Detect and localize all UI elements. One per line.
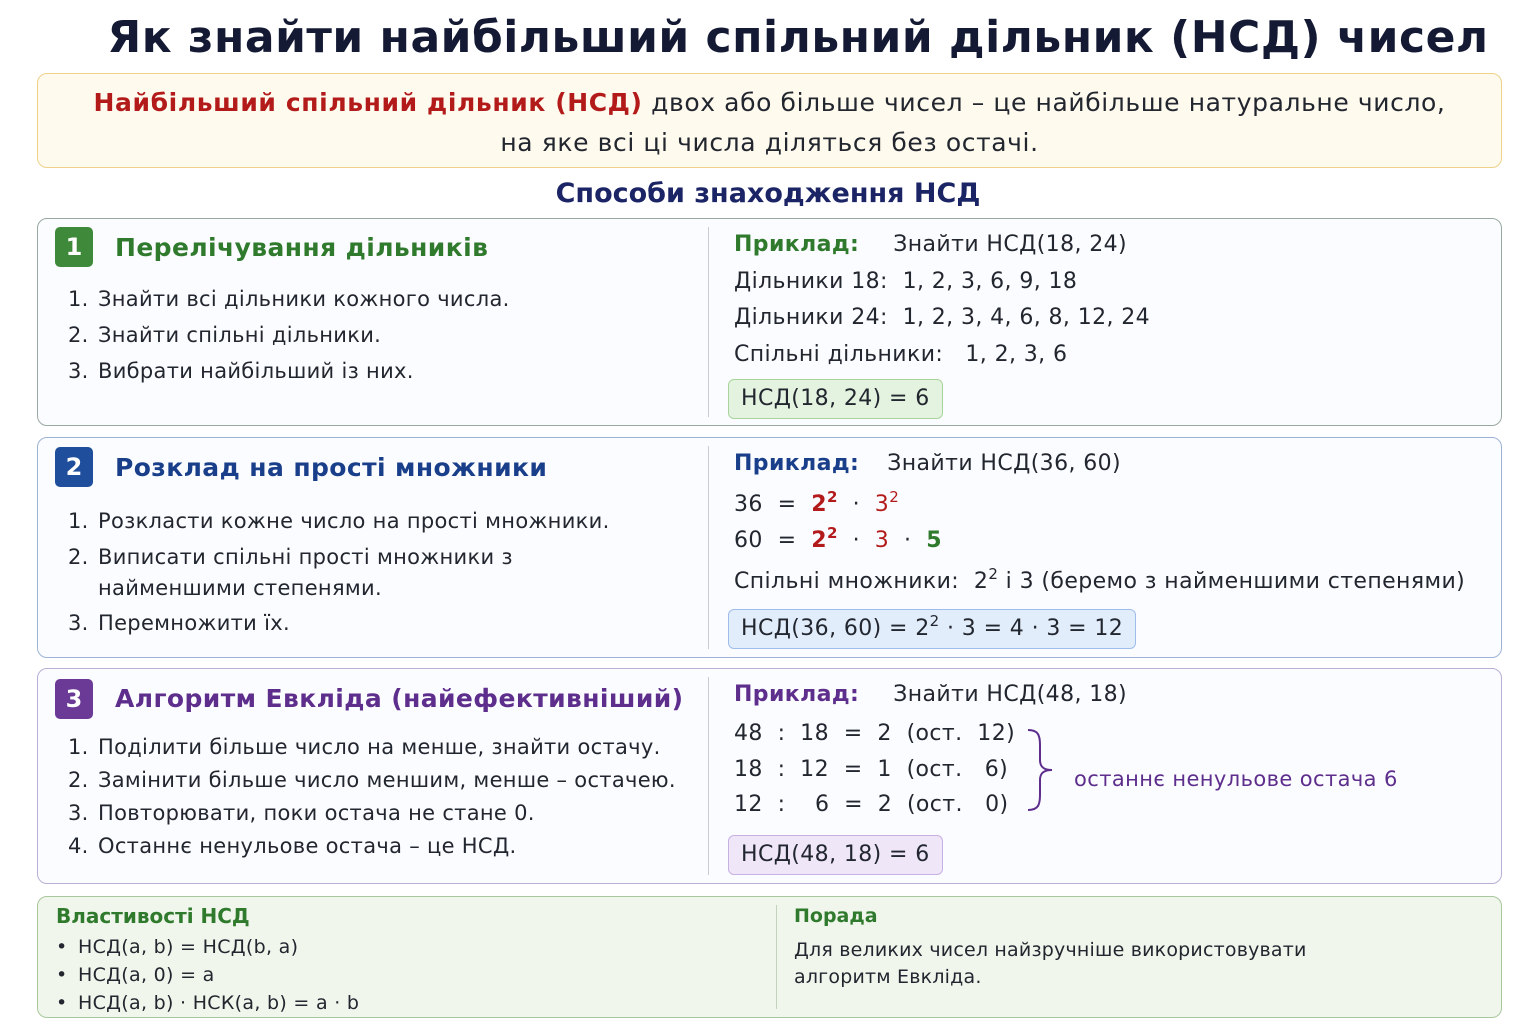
number: 36 [734,492,763,517]
step-item [68,830,676,863]
step-number: 2. [68,768,89,792]
method-number-badge: 2 [55,447,93,487]
divisors-values: 1, 2, 3, 4, 6, 8, 12, 24 [902,305,1151,330]
step-item [68,356,510,392]
curly-brace-icon [1024,727,1064,813]
example-task: Знайти НСД(18, 24) [893,232,1128,257]
step-item [68,506,610,542]
property-item: • НСД(a, b) · НСК(a, b) = a · b [56,989,359,1017]
common-factors-text: і 3 (беремо з найменшими степенями) [998,569,1466,594]
step-number: 2. [68,545,89,569]
factor [811,524,838,553]
step-text: Поділити більше число на менше, знайти остачу. [98,735,661,759]
step-text: Повторювати, поки остача не стане 0. [98,801,535,825]
euclid-step-row: 12 : 6 = 2 (ост. 0) [734,792,1009,817]
step-item [68,608,610,644]
properties-title: Властивості НСД [56,904,250,928]
divisors-24-row [734,305,1150,330]
divider [708,227,709,417]
divisors-label: Дільники 18: [734,269,888,294]
factor [874,488,900,517]
common-divisors-values: 1, 2, 3, 6 [965,342,1068,367]
factor: 3 [874,528,890,553]
step-number: 1. [68,287,89,311]
step-number: 1. [68,735,89,759]
method-title: Перелічування дільників [115,233,489,262]
divider [708,446,709,649]
result-text: · 3 = 4 · 3 = 12 [939,616,1124,641]
step-item [68,731,676,764]
method-steps [68,284,510,392]
step-text: Останнє ненульове остача – це НСД. [98,834,517,858]
number: 60 [734,528,763,553]
page-title: Як знайти найбільший спільний дільник (НСД) чисел [107,12,1489,63]
step-item [68,284,510,320]
result-box: НСД(48, 18) = 6 [728,835,943,875]
definition-text-2: на яке всі ці числа діляться без остачі. [500,128,1039,157]
factor-base: 3 [874,492,890,517]
step-text: Перемножити їх. [98,611,290,635]
method-card-1 [37,218,1502,426]
step-text: Виписати спільні прості множники з [98,545,513,569]
equals-sign: = [777,492,797,517]
properties-list [56,933,359,1017]
divisors-values: 1, 2, 3, 6, 9, 18 [902,269,1078,294]
step-text: Знайти спільні дільники. [98,323,382,347]
example-label: Приклад: [734,451,860,476]
exponent: 2 [826,488,838,506]
definition-line-1 [38,83,1501,123]
common-factors-row [734,565,1466,594]
factorization-60-row [734,524,942,553]
method-number-badge: 3 [55,679,93,719]
divider [708,677,709,875]
multiply-sign: · [904,528,912,553]
example-heading [734,232,1127,257]
factor-base: 2 [811,492,827,517]
method-title: Алгоритм Евкліда (найефективніший) [115,684,684,713]
method-number-badge: 1 [55,227,93,267]
property-item: • НСД(a, b) = НСД(b, a) [56,933,359,961]
multiply-sign: · [852,492,860,517]
step-number: 2. [68,323,89,347]
example-task: Знайти НСД(36, 60) [887,451,1122,476]
definition-text-1: двох або більше чисел – це найбільше натуральне число, [642,88,1446,117]
step-text: Вибрати найбільший із них. [98,359,414,383]
step-number: 3. [68,359,89,383]
tip-text: Для великих чисел найзручніше використовувати алгоритм Евкліда. [794,939,1307,988]
step-item [68,797,676,830]
example-label: Приклад: [734,232,860,257]
definition-box [37,73,1502,168]
last-remainder-note: останнє ненульове остача 6 [1074,767,1398,791]
factor [811,488,838,517]
step-text: Замінити більше число меншим, менше – остачею. [98,768,676,792]
step-text-continued: найменшими степенями. [98,576,382,600]
euclid-step-row: 18 : 12 = 1 (ост. 6) [734,757,1009,782]
exponent: 2 [889,488,900,506]
divider [776,905,777,1009]
equals-sign: = [777,528,797,553]
divisors-label: Дільники 24: [734,305,888,330]
example-heading [734,451,1121,476]
exponent: 2 [826,524,838,542]
common-divisors-row [734,342,1067,367]
property-item: • НСД(a, 0) = a [56,961,359,989]
step-number: 1. [68,509,89,533]
method-steps [68,506,610,644]
euclid-step-row: 48 : 18 = 2 (ост. 12) [734,721,1016,746]
step-number: 4. [68,834,89,858]
example-heading [734,682,1127,707]
exponent: 2 [988,565,999,583]
method-card-2 [37,437,1502,658]
common-factors-label: Спільні множники: [734,569,960,594]
step-item [68,542,610,608]
example-task: Знайти НСД(48, 18) [893,682,1128,707]
tip-title: Порада [794,905,878,927]
result-box [728,609,1136,649]
step-text: Знайти всі дільники кожного числа. [98,287,510,311]
step-item [68,764,676,797]
factor-base: 2 [811,528,827,553]
methods-heading: Способи знаходження НСД [555,178,981,209]
method-card-3 [37,668,1502,884]
multiply-sign: · [852,528,860,553]
method-steps [68,731,676,863]
divisors-18-row [734,269,1077,294]
step-number: 3. [68,611,89,635]
example-label: Приклад: [734,682,860,707]
result-box: НСД(18, 24) = 6 [728,379,943,419]
bottom-panel [37,896,1502,1018]
step-item [68,320,510,356]
exponent: 2 [929,612,940,630]
definition-term: Найбільший спільний дільник (НСД) [93,88,643,117]
step-number: 3. [68,801,89,825]
factor-base: 2 [973,569,989,594]
method-title: Розклад на прості множники [115,453,548,482]
factorization-36-row [734,488,900,517]
common-divisors-label: Спільні дільники: [734,342,944,367]
result-text: НСД(36, 60) = 2 [741,616,930,641]
step-text: Розкласти кожне число на прості множники. [98,509,610,533]
factor: 5 [926,528,942,553]
